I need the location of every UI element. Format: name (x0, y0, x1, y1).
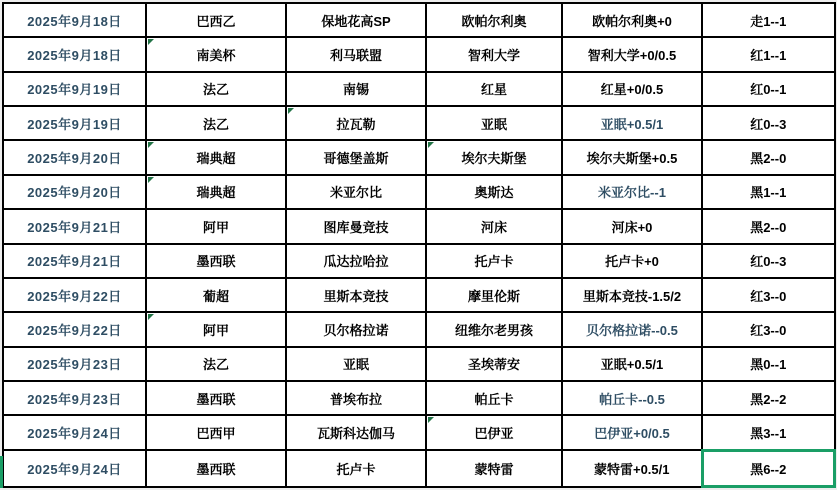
table-row (3, 415, 835, 450)
home-text: 米亚尔比 (329, 185, 382, 201)
away-text: 红星 (480, 82, 507, 98)
league-text: 法乙 (202, 116, 229, 132)
cell-handicap[interactable] (562, 175, 702, 209)
cell-league[interactable] (146, 209, 286, 243)
date-text: 2025年9月22日 (27, 288, 122, 304)
cell-date[interactable] (3, 450, 146, 486)
cell-date[interactable] (3, 381, 146, 415)
cell-handicap[interactable] (562, 450, 702, 486)
cell-home[interactable] (286, 37, 426, 71)
table-row (3, 450, 835, 486)
away-text: 欧帕尔利奥 (461, 13, 527, 29)
result-text: 黑6--2 (750, 461, 787, 477)
league-text: 墨西联 (196, 391, 236, 407)
handicap-text: 巴伊亚+0/0.5 (594, 426, 670, 442)
error-indicator-icon (428, 417, 434, 423)
home-text: 亚眠 (342, 357, 369, 373)
table-row (3, 278, 835, 312)
result-text: 红3--0 (750, 288, 787, 304)
away-text: 智利大学 (467, 48, 520, 64)
cell-league[interactable] (146, 3, 286, 37)
cell-home[interactable] (286, 415, 426, 450)
home-text: 瓦斯科达伽马 (316, 426, 395, 442)
table-row (3, 381, 835, 415)
home-text: 贝尔格拉诺 (323, 322, 389, 338)
result-text: 黑1--1 (750, 185, 787, 201)
date-text: 2025年9月18日 (27, 48, 122, 64)
date-text: 2025年9月18日 (27, 13, 122, 29)
cell-home[interactable] (286, 3, 426, 37)
league-text: 阿甲 (202, 322, 229, 338)
result-text: 黑2--2 (750, 391, 787, 407)
cell-away[interactable] (426, 106, 562, 140)
cell-result[interactable] (702, 312, 835, 346)
cell-handicap[interactable] (562, 3, 702, 37)
result-text: 黑3--1 (750, 426, 787, 442)
table-row (3, 140, 835, 174)
league-text: 墨西联 (196, 254, 236, 270)
league-text: 法乙 (202, 357, 229, 373)
table-row (3, 175, 835, 209)
cell-result[interactable] (702, 140, 835, 174)
cell-away[interactable] (426, 450, 562, 486)
cell-result[interactable] (702, 278, 835, 312)
cell-home[interactable] (286, 140, 426, 174)
cell-away[interactable] (426, 347, 562, 381)
cell-away[interactable] (426, 3, 562, 37)
table-row (3, 72, 835, 106)
error-indicator-icon (148, 39, 154, 45)
cell-handicap[interactable] (562, 72, 702, 106)
cell-handicap[interactable] (562, 37, 702, 71)
cell-handicap[interactable] (562, 209, 702, 243)
away-text: 纽维尔老男孩 (454, 322, 533, 338)
cell-handicap[interactable] (562, 312, 702, 346)
cell-home[interactable] (286, 450, 426, 486)
cell-result[interactable] (702, 3, 835, 37)
league-text: 南美杯 (196, 48, 236, 64)
handicap-text: 蒙特雷+0.5/1 (593, 461, 670, 477)
cell-handicap[interactable] (562, 347, 702, 381)
table-row (3, 244, 835, 278)
home-text: 瓜达拉哈拉 (323, 254, 389, 270)
cell-league[interactable] (146, 140, 286, 174)
cell-result[interactable] (702, 72, 835, 106)
handicap-text: 贝尔格拉诺--0.5 (586, 322, 678, 338)
home-text: 利马联盟 (329, 48, 382, 64)
date-text: 2025年9月19日 (27, 116, 122, 132)
handicap-text: 帕丘卡--0.5 (599, 391, 665, 407)
result-text: 黑2--0 (750, 151, 787, 167)
handicap-text: 亚眠+0.5/1 (600, 357, 664, 373)
cell-league[interactable] (146, 72, 286, 106)
date-text: 2025年9月23日 (27, 357, 122, 373)
error-indicator-icon (288, 108, 294, 114)
cell-away[interactable] (426, 140, 562, 174)
away-text: 巴伊亚 (474, 426, 514, 442)
cell-result[interactable] (702, 244, 835, 278)
cell-date[interactable] (3, 3, 146, 37)
cell-league[interactable] (146, 450, 286, 486)
table-row (3, 209, 835, 243)
home-text: 图库曼竞技 (323, 219, 389, 235)
handicap-text: 欧帕尔利奥+0 (592, 13, 672, 29)
league-text: 葡超 (202, 288, 229, 304)
error-indicator-icon (148, 142, 154, 148)
cell-away[interactable] (426, 278, 562, 312)
cell-date[interactable] (3, 106, 146, 140)
cell-handicap[interactable] (562, 415, 702, 450)
cell-away[interactable] (426, 415, 562, 450)
league-text: 巴西甲 (196, 426, 236, 442)
cell-date[interactable] (3, 415, 146, 450)
cell-home[interactable] (286, 209, 426, 243)
result-text: 红3--0 (750, 322, 787, 338)
error-indicator-icon (428, 142, 434, 148)
league-text: 法乙 (202, 82, 229, 98)
cell-date[interactable] (3, 312, 146, 346)
handicap-text: 红星+0/0.5 (600, 82, 664, 98)
date-text: 2025年9月20日 (27, 185, 122, 201)
table-row (3, 347, 835, 381)
error-indicator-icon (148, 177, 154, 183)
cell-date[interactable] (3, 244, 146, 278)
home-text: 普埃布拉 (329, 391, 382, 407)
result-text: 红0--1 (750, 82, 787, 98)
handicap-text: 里斯本竞技-1.5/2 (582, 288, 682, 304)
cell-result[interactable] (702, 415, 835, 450)
cell-date[interactable] (3, 37, 146, 71)
cell-result[interactable] (702, 347, 835, 381)
table-row (3, 3, 835, 37)
result-text: 黑2--0 (750, 219, 787, 235)
cell-result[interactable] (702, 106, 835, 140)
cell-away[interactable] (426, 209, 562, 243)
cell-handicap[interactable] (562, 381, 702, 415)
cell-league[interactable] (146, 415, 286, 450)
cell-home[interactable] (286, 278, 426, 312)
away-text: 摩里伦斯 (467, 288, 520, 304)
away-text: 奥斯达 (474, 185, 514, 201)
cell-result[interactable] (702, 37, 835, 71)
cell-league[interactable] (146, 175, 286, 209)
cell-away[interactable] (426, 381, 562, 415)
cell-league[interactable] (146, 381, 286, 415)
cell-result[interactable] (702, 381, 835, 415)
date-text: 2025年9月23日 (27, 391, 122, 407)
home-text: 哥德堡盖斯 (323, 151, 389, 167)
away-text: 托卢卡 (474, 254, 514, 270)
league-text: 阿甲 (202, 219, 229, 235)
home-text: 托卢卡 (336, 461, 376, 477)
cell-home[interactable] (286, 244, 426, 278)
cell-away[interactable] (426, 244, 562, 278)
cell-date[interactable] (3, 175, 146, 209)
cell-home[interactable] (286, 381, 426, 415)
cell-handicap[interactable] (562, 106, 702, 140)
away-text: 亚眠 (480, 116, 507, 132)
date-text: 2025年9月20日 (27, 151, 122, 167)
cell-handicap[interactable] (562, 278, 702, 312)
cell-league[interactable] (146, 244, 286, 278)
result-text: 走1--1 (750, 13, 787, 29)
home-text: 保地花高SP (321, 13, 391, 29)
league-text: 墨西联 (196, 461, 236, 477)
handicap-text: 河床+0 (611, 219, 653, 235)
table-row (3, 312, 835, 346)
home-text: 里斯本竞技 (323, 288, 389, 304)
cell-league[interactable] (146, 347, 286, 381)
cell-home[interactable] (286, 106, 426, 140)
date-text: 2025年9月21日 (27, 219, 122, 235)
date-text: 2025年9月19日 (27, 82, 122, 98)
cell-league[interactable] (146, 37, 286, 71)
match-results-table (2, 2, 836, 488)
table-row (3, 106, 835, 140)
cell-league[interactable] (146, 312, 286, 346)
table-row (3, 37, 835, 71)
cell-away[interactable] (426, 312, 562, 346)
result-text: 黑0--1 (750, 357, 787, 373)
league-text: 瑞典超 (196, 185, 236, 201)
cell-home[interactable] (286, 347, 426, 381)
league-text: 瑞典超 (196, 151, 236, 167)
cell-result[interactable] (702, 175, 835, 209)
away-text: 蒙特雷 (474, 461, 514, 477)
away-text: 埃尔夫斯堡 (461, 151, 527, 167)
cell-handicap[interactable] (562, 140, 702, 174)
cell-date[interactable] (3, 278, 146, 312)
cell-league[interactable] (146, 106, 286, 140)
cell-home[interactable] (286, 175, 426, 209)
handicap-text: 亚眠+0.5/1 (600, 116, 664, 132)
away-text: 帕丘卡 (474, 391, 514, 407)
cell-home[interactable] (286, 72, 426, 106)
league-text: 巴西乙 (196, 13, 236, 29)
date-text: 2025年9月24日 (27, 426, 122, 442)
handicap-text: 米亚尔比--1 (598, 185, 666, 201)
cell-date[interactable] (3, 140, 146, 174)
cell-away[interactable] (426, 37, 562, 71)
away-text: 圣埃蒂安 (467, 357, 520, 373)
date-text: 2025年9月21日 (27, 254, 122, 270)
cell-result[interactable] (702, 450, 835, 486)
error-indicator-icon (148, 314, 154, 320)
cell-home[interactable] (286, 312, 426, 346)
home-text: 拉瓦勒 (336, 116, 376, 132)
cell-date[interactable] (3, 209, 146, 243)
cell-date[interactable] (3, 72, 146, 106)
table-body (3, 3, 835, 487)
handicap-text: 埃尔夫斯堡+0.5 (586, 151, 678, 167)
handicap-text: 智利大学+0/0.5 (587, 48, 677, 64)
result-text: 红0--3 (750, 254, 787, 270)
cell-result[interactable] (702, 209, 835, 243)
date-text: 2025年9月24日 (27, 461, 122, 477)
cell-away[interactable] (426, 175, 562, 209)
away-text: 河床 (480, 219, 507, 235)
cell-date[interactable] (3, 347, 146, 381)
result-text: 红0--3 (750, 116, 787, 132)
handicap-text: 托卢卡+0 (605, 254, 659, 270)
row-selection-edge (0, 456, 3, 488)
home-text: 南锡 (342, 82, 369, 98)
result-text: 红1--1 (750, 48, 787, 64)
cell-away[interactable] (426, 72, 562, 106)
cell-handicap[interactable] (562, 244, 702, 278)
cell-league[interactable] (146, 278, 286, 312)
date-text: 2025年9月22日 (27, 322, 122, 338)
